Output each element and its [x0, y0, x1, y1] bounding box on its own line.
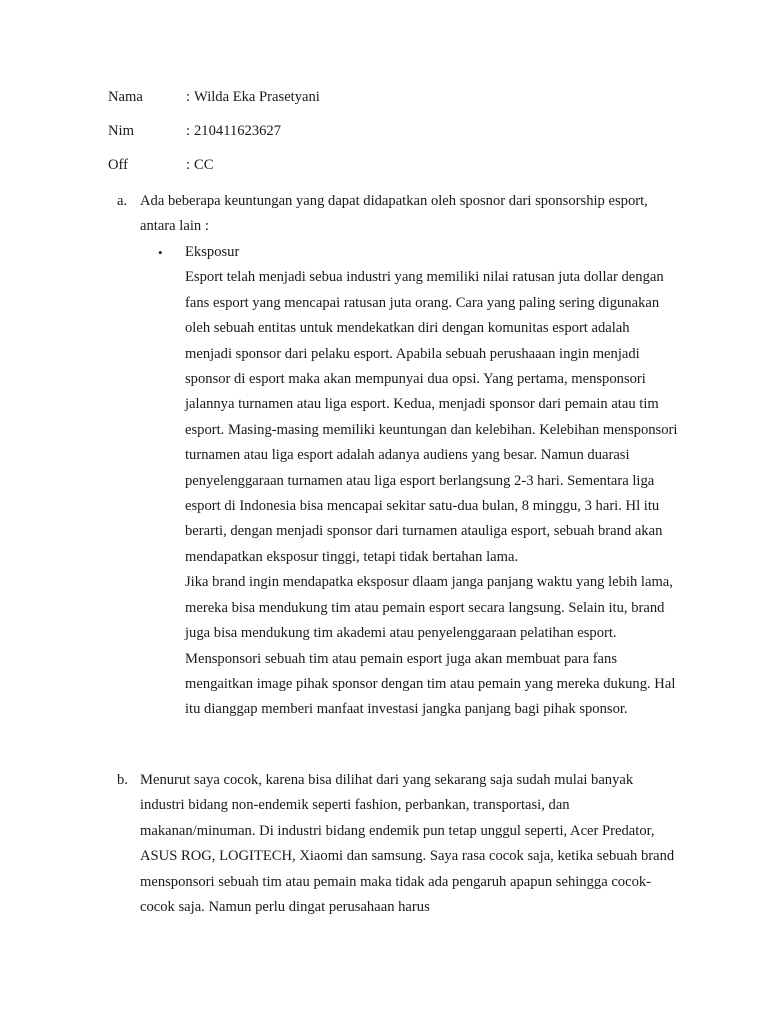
paragraph-2: Jika brand ingin mendapatka eksposur dlaam janga panjang waktu yang lebih lama, mereka bisa mendukung tim atau pemain esport secara langsung. Selain itu, brand juga bisa mendukung tim akademi atau penyelenggaraan pelatihan esport. Mensponsori sebuah tim atau pemain esport juga akan membuat para fans mengaitkan image pihak sponsor dengan tim atau pemain yang mereka dukung. Hal itu dianggap memberi manfaat investasi jangka panjang bagi pihak sponsor.: [185, 574, 676, 718]
list-marker-a: a.: [117, 193, 128, 209]
sub-item-title: Eksposur: [185, 244, 240, 260]
list-item-b-text: Menurut saya cocok, karena bisa dilihat dari yang sekarang saja sudah mulai banyak industri bidang non-endemik seperti fashion, perbankan, transportasi, dan makanan/minuman. Di industri bidang endemik pun tetap unggul seperti, Acer Predator, ASUS ROG, LOGITECH, Xiaomi dan samsung. Saya rasa cocok saja, ketika sebuah brand mensponsori sebuah tim atau pemain maka tidak ada pengaruh apapun sehingga cocok-cocok saja. Namun perlu dingat perusahaan harus: [140, 772, 675, 916]
list-item-a-text: Ada beberapa keuntungan yang dapat didapatkan oleh sposnor dari sponsorship esport, antara lain :: [140, 193, 648, 235]
list-item-a: [117, 189, 677, 240]
paragraph-1: Esport telah menjadi sebua industri yang memiliki nilai ratusan juta dollar dengan fans esport yang mencapai ratusan juta orang. Cara yang paling sering digunakan oleh sebuah entitas untuk mendekatkan diri dengan komunitas esport adalah menjadi sponsor dari pelaku esport. Apabila sebuah perushaaan ingin menjadi sponsor di esport maka akan mempunyai dua opsi. Yang pertama, mensponsori jalannya turnamen atau liga esport. Kedua, menjadi sponsor dari pemain atau tim esport. Masing-masing memiliki keuntungan dan kelebihan. Kelebihan mensponsori turnamen atau liga esport adalah adanya audiens yang besar. Namun duarasi penyelenggaraan turnamen atau liga esport berlangsung 2-3 hari. Sementara liga esport di Indonesia bisa mencapai sekitar satu-dua bulan, 8 minggu, 3 hari. Hl itu berarti, dengan menjadi sponsor dari turnamen atauliga esport, sebuah brand akan mendapatkan eksposur tinggi, tetapi tidak bertahan lama.: [185, 269, 678, 565]
nim-value: 210411623627: [194, 123, 282, 139]
sub-item-eksposur: [158, 240, 678, 723]
name-label: Nama: [108, 89, 143, 105]
list-item-b: [117, 768, 677, 920]
nim-separator: :: [186, 123, 191, 139]
bullet-icon: •: [158, 245, 163, 260]
off-separator: :: [186, 157, 191, 173]
name-value: Wilda Eka Prasetyani: [194, 89, 320, 105]
list-marker-b: b.: [117, 772, 128, 788]
name-separator: :: [186, 89, 191, 105]
nim-label: Nim: [108, 123, 134, 139]
off-value: CC: [194, 157, 214, 173]
off-label: Off: [108, 157, 128, 173]
